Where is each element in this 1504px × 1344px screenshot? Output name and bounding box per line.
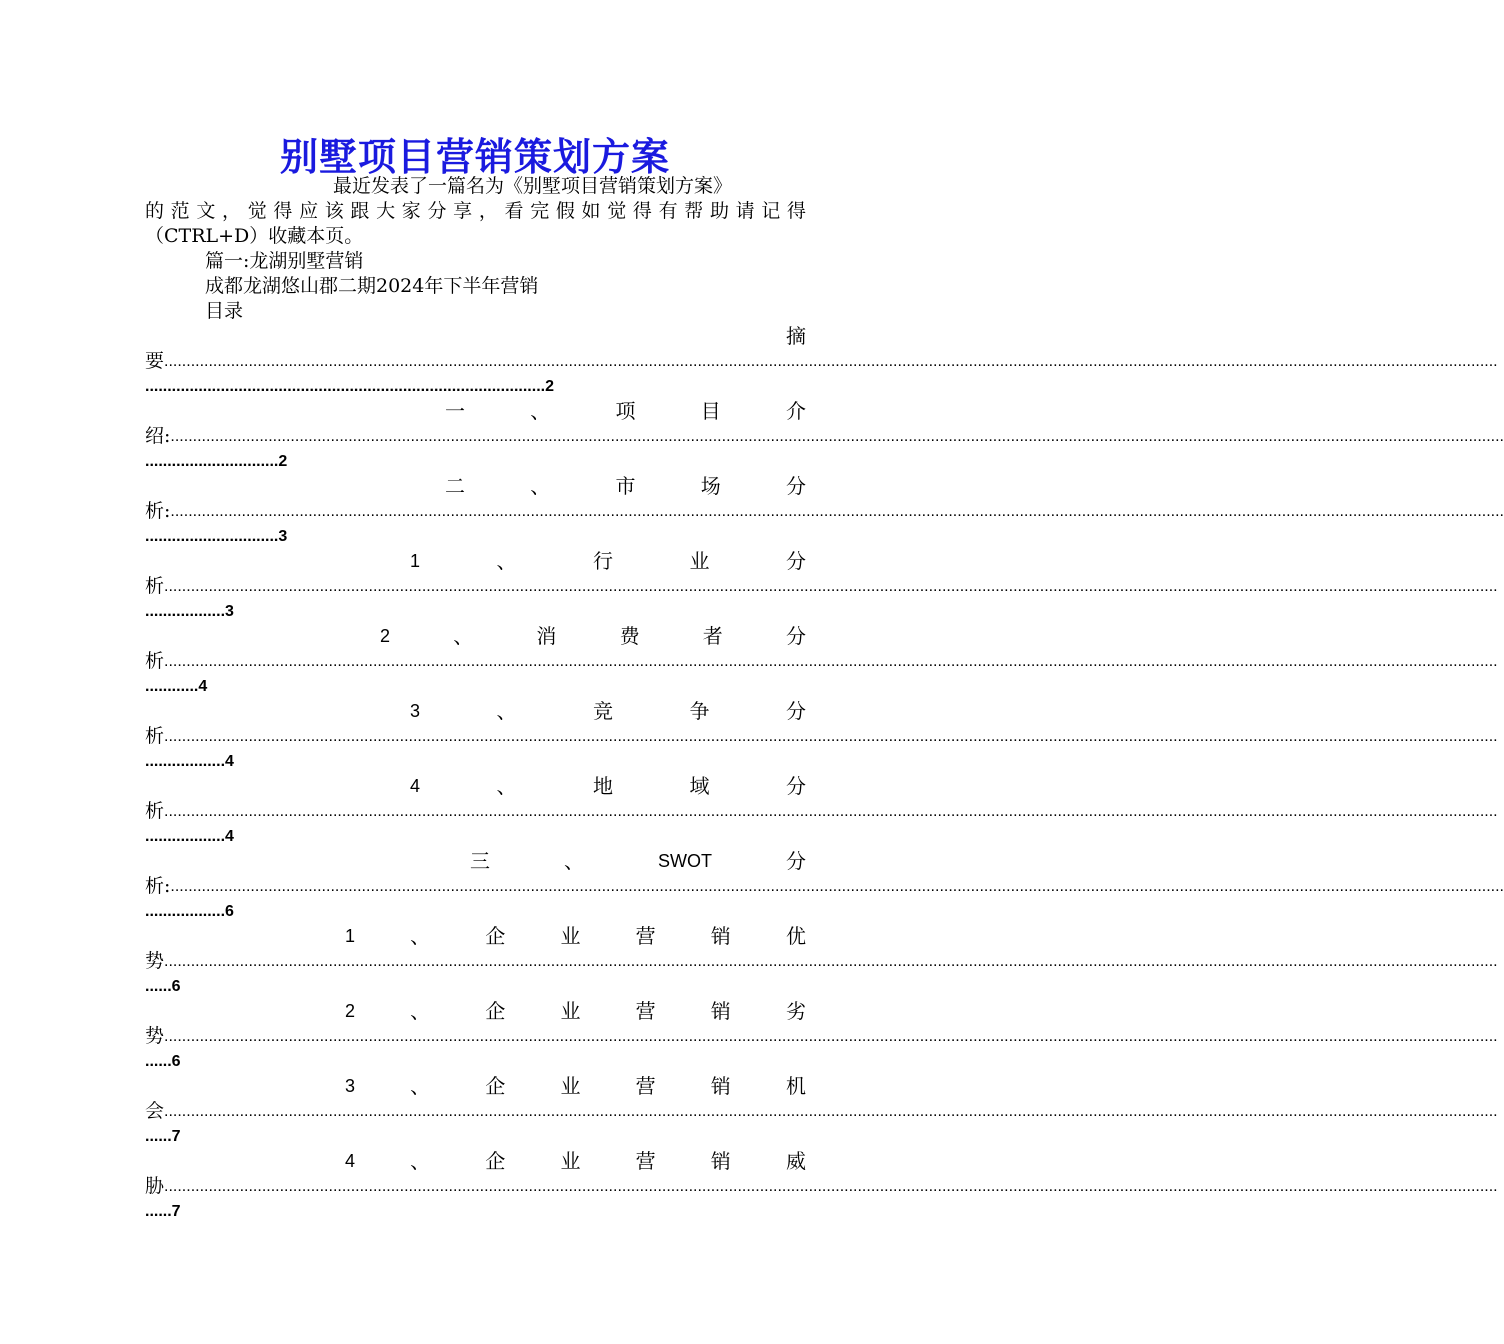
- toc-page-number: ..................6: [145, 903, 234, 920]
- toc-head-glyph: 、: [496, 549, 517, 573]
- toc-entry-head: [380, 624, 806, 649]
- toc-entry-leader: [145, 949, 1498, 974]
- toc-entry-label: 析: [145, 650, 165, 672]
- toc-head-glyph: 4: [345, 1151, 356, 1171]
- toc-entry-head: [445, 474, 806, 499]
- toc-leader-dots: ............................................................................................................................................................................................................................................................................................................: [170, 878, 1504, 895]
- document-title: 别墅项目营销策划方案: [279, 134, 670, 179]
- toc-head-glyph: 机: [785, 1074, 806, 1098]
- toc-head-glyph: 、: [496, 699, 517, 723]
- toc-head-glyph: 威: [785, 1149, 806, 1173]
- toc-head-glyph: 、: [564, 849, 584, 873]
- toc-leader-dots: ............................................................................................................................................................................................................................................................................................................: [164, 1103, 1498, 1120]
- toc-entry-head: [345, 1149, 806, 1174]
- toc-page-number: ......7: [145, 1128, 181, 1145]
- toc-head-glyph: 销: [710, 1149, 731, 1173]
- toc-head-glyph: 项: [615, 399, 636, 423]
- toc-entry-leader: [145, 874, 1504, 899]
- toc-entry-leader: [145, 1099, 1498, 1124]
- toc-head-glyph: 、: [410, 924, 431, 948]
- toc-head-glyph: 营: [635, 999, 656, 1023]
- toc-entry-leader: [145, 1174, 1498, 1199]
- toc-head-glyph: 者: [702, 624, 723, 648]
- toc-heading: 目录: [205, 300, 244, 322]
- toc-head-glyph: 摘: [786, 324, 806, 348]
- toc-page-number: ..............................3: [145, 528, 288, 545]
- toc-entry-leader: [145, 1024, 1498, 1049]
- toc-entry-label: 会: [145, 1100, 165, 1122]
- subtitle: 成都龙湖悠山郡二期2024年下半年营销: [205, 275, 539, 297]
- toc-head-glyph: 、: [410, 999, 431, 1023]
- toc-entry-leader: [145, 724, 1498, 749]
- toc-head-glyph: 分: [785, 774, 806, 798]
- toc-page-number: ..................4: [145, 828, 234, 845]
- toc-head-glyph: 、: [410, 1074, 431, 1098]
- toc-head-glyph: 竞: [592, 699, 613, 723]
- toc-entry-leader: [145, 799, 1498, 824]
- toc-head-glyph: 营: [635, 1074, 656, 1098]
- toc-head-glyph: 1: [410, 551, 421, 571]
- toc-page-number: ..........................................................................................2: [145, 378, 554, 395]
- toc-head-glyph: 企: [485, 1149, 506, 1173]
- toc-entry-leader: [145, 349, 1498, 374]
- toc-entry-label: 要: [145, 350, 165, 372]
- toc-head-glyph: 分: [785, 624, 806, 648]
- toc-entry-head: [410, 699, 806, 724]
- toc-head-glyph: 1: [345, 926, 356, 946]
- toc-entry-label: 析: [145, 800, 165, 822]
- toc-head-glyph: 费: [619, 624, 640, 648]
- toc-entry-label: 胁: [145, 1175, 165, 1197]
- toc-page-number: ..................4: [145, 753, 234, 770]
- toc-entry-label: 绍:: [145, 425, 171, 447]
- toc-head-glyph: 分: [785, 549, 806, 573]
- intro-line-3: （CTRL+D）收藏本页。: [145, 225, 364, 247]
- toc-leader-dots: ............................................................................................................................................................................................................................................................................................................: [164, 1028, 1498, 1045]
- toc-entry-head: [345, 999, 806, 1024]
- toc-head-glyph: 业: [560, 1149, 581, 1173]
- toc-page-number: ......6: [145, 1053, 181, 1070]
- toc-head-glyph: 3: [345, 1076, 356, 1096]
- toc-head-glyph: 三: [470, 849, 490, 873]
- toc-entry-head: [445, 399, 806, 424]
- toc-entry-label: 析:: [145, 875, 171, 897]
- toc-entry-leader: [145, 574, 1498, 599]
- toc-entry-leader: [145, 649, 1498, 674]
- toc-page-number: ......7: [145, 1203, 181, 1220]
- toc-head-glyph: 企: [485, 924, 506, 948]
- toc-leader-dots: ............................................................................................................................................................................................................................................................................................................: [164, 953, 1498, 970]
- toc-head-glyph: 业: [689, 549, 710, 573]
- toc-leader-dots: ............................................................................................................................................................................................................................................................................................................: [164, 353, 1498, 370]
- toc-head-glyph: 、: [530, 399, 551, 423]
- toc-page-number: ..................3: [145, 603, 234, 620]
- toc-head-glyph: 2: [345, 1001, 356, 1021]
- section-heading: 篇一:龙湖别墅营销: [205, 250, 364, 272]
- toc-head-glyph: 争: [689, 699, 710, 723]
- toc-head-glyph: 分: [786, 474, 806, 498]
- toc-head-glyph: 市: [615, 474, 636, 498]
- toc-leader-dots: ............................................................................................................................................................................................................................................................................................................: [164, 578, 1498, 595]
- toc-entry-label: 析: [145, 725, 165, 747]
- toc-head-glyph: SWOT: [658, 851, 712, 871]
- toc-head-glyph: 销: [710, 924, 731, 948]
- toc-head-glyph: 、: [410, 1149, 431, 1173]
- toc-head-glyph: 、: [496, 774, 517, 798]
- toc-leader-dots: ............................................................................................................................................................................................................................................................................................................: [164, 803, 1498, 820]
- intro-line-1: 最近发表了一篇名为《别墅项目营销策划方案》: [333, 175, 733, 197]
- toc-head-glyph: 企: [485, 1074, 506, 1098]
- toc-head-glyph: 目: [700, 399, 721, 423]
- toc-entry-head: [410, 549, 806, 574]
- toc-entry-label: 势: [145, 950, 165, 972]
- toc-head-glyph: 优: [785, 924, 806, 948]
- toc-head-glyph: 企: [485, 999, 506, 1023]
- toc-page-number: ......6: [145, 978, 181, 995]
- toc-head-glyph: 4: [410, 776, 421, 796]
- toc-head-glyph: 介: [786, 399, 806, 423]
- toc-head-glyph: 劣: [785, 999, 806, 1023]
- toc-entry-leader: [145, 499, 1504, 524]
- toc-head-glyph: 行: [592, 549, 613, 573]
- toc-head-glyph: 二: [445, 474, 465, 498]
- toc-head-glyph: 一: [445, 399, 465, 423]
- toc-head-glyph: 营: [635, 1149, 656, 1173]
- toc-page-number: ..............................2: [145, 453, 288, 470]
- toc-entry-head: [785, 324, 806, 349]
- toc-leader-dots: ............................................................................................................................................................................................................................................................................................................: [170, 428, 1504, 445]
- toc-entry-label: 析:: [145, 500, 171, 522]
- toc-head-glyph: 2: [380, 626, 391, 646]
- toc-head-glyph: 业: [560, 924, 581, 948]
- toc-leader-dots: ............................................................................................................................................................................................................................................................................................................: [164, 728, 1498, 745]
- toc-head-glyph: 业: [560, 1074, 581, 1098]
- toc-head-glyph: 地: [592, 774, 613, 798]
- toc-entry-label: 析: [145, 575, 165, 597]
- toc-head-glyph: 域: [689, 774, 710, 798]
- toc-head-glyph: 、: [530, 474, 551, 498]
- toc-head-glyph: 销: [710, 999, 731, 1023]
- toc-entry-leader: [145, 424, 1504, 449]
- toc-head-glyph: 消: [536, 624, 557, 648]
- toc-head-glyph: 业: [560, 999, 581, 1023]
- toc-page-number: ............4: [145, 678, 208, 695]
- toc-head-glyph: 、: [453, 624, 474, 648]
- toc-entry-head: [345, 924, 806, 949]
- toc-entry-head: [345, 1074, 806, 1099]
- toc-entry-head: [410, 774, 806, 799]
- toc-head-glyph: 场: [700, 474, 721, 498]
- toc-leader-dots: ............................................................................................................................................................................................................................................................................................................: [170, 503, 1504, 520]
- toc-leader-dots: ............................................................................................................................................................................................................................................................................................................: [164, 1178, 1498, 1195]
- toc-head-glyph: 销: [710, 1074, 731, 1098]
- toc-head-glyph: 营: [635, 924, 656, 948]
- toc-head-glyph: 3: [410, 701, 421, 721]
- toc-entry-head: [470, 849, 806, 874]
- intro-line-2: 的范文，觉得应该跟大家分享，看完假如觉得有帮助请记得: [145, 200, 806, 222]
- toc-head-glyph: 分: [785, 699, 806, 723]
- toc-leader-dots: ............................................................................................................................................................................................................................................................................................................: [164, 653, 1498, 670]
- toc-entry-label: 势: [145, 1025, 165, 1047]
- toc-head-glyph: 分: [786, 849, 806, 873]
